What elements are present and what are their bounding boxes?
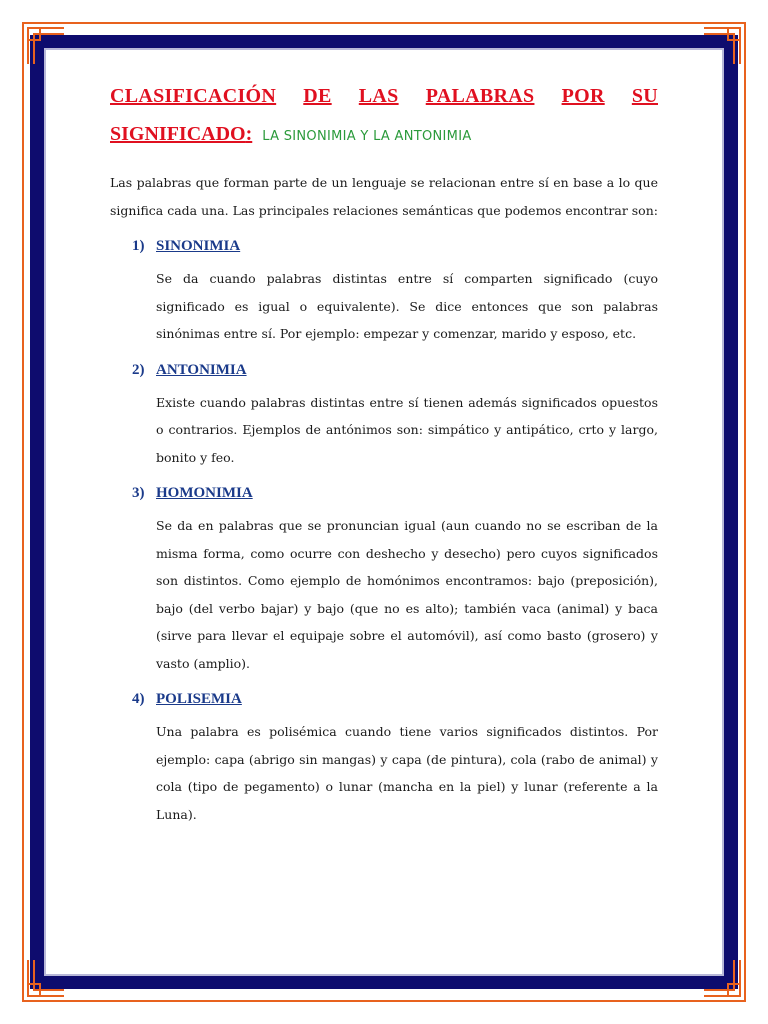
title-word: DE: [303, 85, 332, 107]
section-number: 4): [132, 691, 145, 707]
section-heading: [132, 238, 658, 255]
title-word: SIGNIFICADO: [110, 123, 246, 145]
title-word: SU: [631, 85, 658, 107]
section-paragraph: Una palabra es polisémica cuando tiene varios significados distintos. Por ejemplo: capa (abrigo sin mangas) y capa (de pintura), cola (rabo de animal) y cola (tipo de pegamento) o lunar (mancha en la piel) y lunar (referente a la Luna).: [156, 724, 658, 822]
section-homonimia: [110, 485, 658, 677]
section-sinonimia: [110, 238, 658, 348]
title-line-1: [110, 84, 658, 108]
section-number: 2): [132, 361, 145, 378]
title-word: CLASIFICACIÓN: [110, 85, 277, 107]
section-paragraph: Se da cuando palabras distintas entre sí comparten significado (cuyo significado es igual o equivalente). Se dice entonces que son palabras sinónimas entre sí. Por ejemplo: empezar y comenzar, marido y esposo, etc.: [156, 271, 658, 341]
title-word: POR: [561, 85, 605, 107]
section-polisemia: [110, 691, 658, 828]
section-number: 3): [132, 485, 145, 501]
section-title: SINONIMIA: [156, 238, 241, 254]
section-heading: [132, 485, 658, 502]
document-body: [110, 84, 658, 828]
subtitle: LA SINONIMIA Y LA ANTONIMIA: [262, 129, 472, 144]
corner-ornament-icon: [26, 26, 66, 66]
section-heading: [132, 691, 658, 708]
corner-ornament-icon: [702, 958, 742, 998]
title-line-2: [110, 122, 658, 149]
title-word: PALABRAS: [425, 85, 535, 107]
section-heading: [132, 362, 658, 379]
section-paragraph: Se da en palabras que se pronuncian igual (aun cuando no se escriban de la misma forma, como ocurre con deshecho y desecho) pero cuyos significados son distintos. Como ejemplo de homónimos encontramos: bajo (preposición), bajo (del verbo bajar) y bajo (que no es alto); también vaca (animal) y baca (sirve para llevar el equipaje sobre el automóvil), así como basto (grosero) y vasto (amplio).: [156, 518, 658, 671]
title-colon: :: [245, 123, 253, 145]
section-title: POLISEMIA: [156, 691, 242, 707]
intro-paragraph: Las palabras que forman parte de un lenguaje se relacionan entre sí en base a lo que significa cada una. Las principales relaciones semánticas que podemos encontrar son:: [110, 175, 658, 218]
corner-ornament-icon: [702, 26, 742, 66]
section-number: 1): [132, 238, 145, 254]
section-antonimia: [110, 362, 658, 472]
section-title: HOMONIMIA: [156, 485, 253, 501]
section-paragraph: Existe cuando palabras distintas entre sí tienen además significados opuestos o contrarios. Ejemplos de antónimos son: simpático y antipático, crto y largo, bonito y feo.: [156, 394, 658, 465]
corner-ornament-icon: [26, 958, 66, 998]
section-title: ANTONIMIA: [156, 361, 247, 378]
title-word: LAS: [358, 85, 399, 107]
